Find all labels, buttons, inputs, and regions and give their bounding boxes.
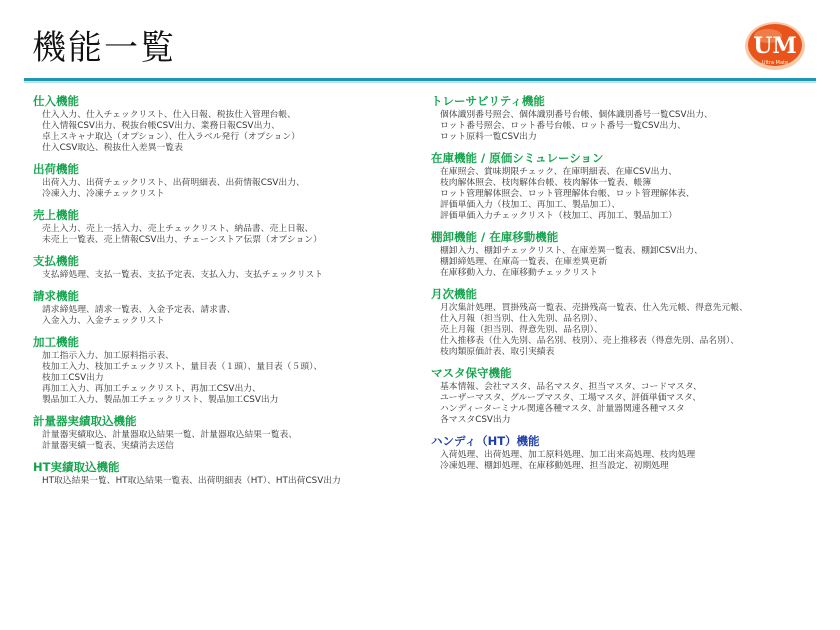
section-line: 冷凍入力、冷凍チェックリスト <box>42 189 165 199</box>
section-line: 仕入CSV取込、税抜仕入差異一覧表 <box>42 143 183 153</box>
section-line: 支払締処理、支払一覧表、支払予定表、支払入力、支払チェックリスト <box>42 270 324 280</box>
section-line: 再加工入力、再加工チェックリスト、再加工CSV出力、 <box>42 384 261 394</box>
section-heading: 加工機能 <box>33 335 79 349</box>
section-heading: 出荷機能 <box>33 162 79 176</box>
left-column <box>33 94 418 495</box>
section-line: 入金入力、入金チェックリスト <box>42 316 165 326</box>
section-master <box>431 366 821 426</box>
section-line: 基本情報、会社マスタ、品名マスタ、担当マスタ、コードマスタ、 <box>440 382 702 392</box>
section-line: 売上入力、売上一括入力、売上チェックリスト、納品書、売上日報、 <box>42 224 314 234</box>
section-line: 仕入推移表（仕入先別、品名別、枝別）、売上推移表（得意先別、品名別）、 <box>440 336 740 346</box>
section-traceability <box>431 94 821 143</box>
section-line: 未売上一覧表、売上情報CSV出力、チェーンストア伝票（オプション） <box>42 235 322 245</box>
section-zaiko <box>431 151 821 222</box>
header-rule-shadow <box>24 81 816 83</box>
section-line: 在庫移動入力、在庫移動チェックリスト <box>440 268 598 278</box>
section-line: 枝肉類原価計表、取引実績表 <box>440 347 555 357</box>
section-line: 月次集計処理、買掛残高一覧表、売掛残高一覧表、仕入先元帳、得意先元帳、 <box>440 303 748 313</box>
section-line: 加工指示入力、加工原料指示表、 <box>42 351 174 361</box>
section-line: 棚卸入力、棚卸チェックリスト、在庫差異一覧表、棚卸CSV出力、 <box>440 246 703 256</box>
section-line: 売上月報（担当別、得意先別、品名別）、 <box>440 325 603 335</box>
right-column <box>431 94 821 480</box>
section-handy <box>431 434 821 472</box>
section-line: ユーザーマスタ、グループマスタ、工場マスタ、評価単価マスタ、 <box>440 393 702 403</box>
section-line: 評価単価入力（枝加工、再加工、製品加工）、 <box>440 200 621 210</box>
section-line: 計量器実績取込、計量器取込結果一覧、計量器取込結果一覧表、 <box>42 430 298 440</box>
section-line: 枝加工CSV出力 <box>42 373 104 383</box>
section-line: 棚卸締処理、在庫高一覧表、在庫差異更新 <box>440 257 608 267</box>
section-line: 在庫照会、賞味期限チェック、在庫明細表、在庫CSV出力、 <box>440 167 678 177</box>
section-keiryouki <box>33 414 418 452</box>
section-line: 仕入情報CSV出力、税抜台帳CSV出力、業務日報CSV出力、 <box>42 121 280 131</box>
section-heading: 仕入機能 <box>33 94 79 108</box>
section-uriage <box>33 208 418 246</box>
section-heading: 在庫機能 / 原価シミュレーション <box>431 151 604 165</box>
section-heading: 計量器実績取込機能 <box>33 414 137 428</box>
logo-mark: UM <box>753 33 797 59</box>
logo-subtext: Ultra Mate <box>761 60 789 66</box>
section-line: 計量器実績一覧表、実績消去送信 <box>42 441 174 451</box>
section-line: 出荷入力、出荷チェックリスト、出荷明細表、出荷情報CSV出力、 <box>42 178 305 188</box>
section-ht-jisseki <box>33 460 418 487</box>
page-title: 機能一覧 <box>32 28 176 68</box>
section-heading: 請求機能 <box>33 289 79 303</box>
section-line: ロット番号照会、ロット番号台帳、ロット番号一覧CSV出力、 <box>440 121 686 131</box>
section-line: 請求締処理、請求一覧表、入金予定表、請求書、 <box>42 305 236 315</box>
section-heading: 棚卸機能 / 在庫移動機能 <box>431 230 559 244</box>
section-heading: マスタ保守機能 <box>431 366 512 380</box>
section-line: 個体識別番号照会、個体識別番号台帳、個体識別番号一覧CSV出力、 <box>440 110 713 120</box>
section-line: 評価単価入力チェックリスト（枝加工、再加工、製品加工） <box>440 211 678 221</box>
ultra-mate-logo <box>742 18 808 74</box>
section-line: ロット原料一覧CSV出力 <box>440 132 537 142</box>
section-kakou <box>33 335 418 406</box>
section-shiire <box>33 94 418 154</box>
section-shiharai <box>33 254 418 281</box>
section-line: 枝肉解体照会、枝肉解体台帳、枝肉解体一覧表、帳簿 <box>440 178 652 188</box>
section-heading: 月次機能 <box>431 287 477 301</box>
section-line: HT取込結果一覧、HT取込結果一覧表、出荷明細表（HT）、HT出荷CSV出力 <box>42 476 341 486</box>
section-heading: 支払機能 <box>33 254 79 268</box>
section-tanaoroshi <box>431 230 821 279</box>
section-line: ロット管理解体照会、ロット管理解体台帳、ロット管理解体表、 <box>440 189 695 199</box>
section-shukka <box>33 162 418 200</box>
section-line: 卓上スキャナ取込（オプション）、仕入ラベル発行（オプション） <box>42 132 300 142</box>
section-seikyu <box>33 289 418 327</box>
section-line: 仕入入力、仕入チェックリスト、仕入日報、税抜仕入管理台帳、 <box>42 110 296 120</box>
section-heading: トレーサビリティ機能 <box>431 94 545 108</box>
section-line: 仕入月報（担当別、仕入先別、品名別）、 <box>440 314 603 324</box>
section-line: 冷凍処理、棚卸処理、在庫移動処理、担当設定、初期処理 <box>440 461 669 471</box>
section-line: 各マスタCSV出力 <box>440 415 511 425</box>
section-heading: ハンディ（HT）機能 <box>431 434 540 448</box>
section-heading: HT実績取込機能 <box>33 460 120 474</box>
section-heading: 売上機能 <box>33 208 79 222</box>
section-line: ハンディーターミナル関連各種マスタ、計量器関連各種マスタ <box>440 404 685 414</box>
section-line: 入荷処理、出荷処理、加工原料処理、加工出来高処理、枝肉処理 <box>440 450 696 460</box>
section-line: 製品加工入力、製品加工チェックリスト、製品加工CSV出力 <box>42 395 279 405</box>
section-getsuji <box>431 287 821 358</box>
section-line: 枝加工入力、枝加工チェックリスト、量目表（１頭）、量目表（５頭）、 <box>42 362 323 372</box>
